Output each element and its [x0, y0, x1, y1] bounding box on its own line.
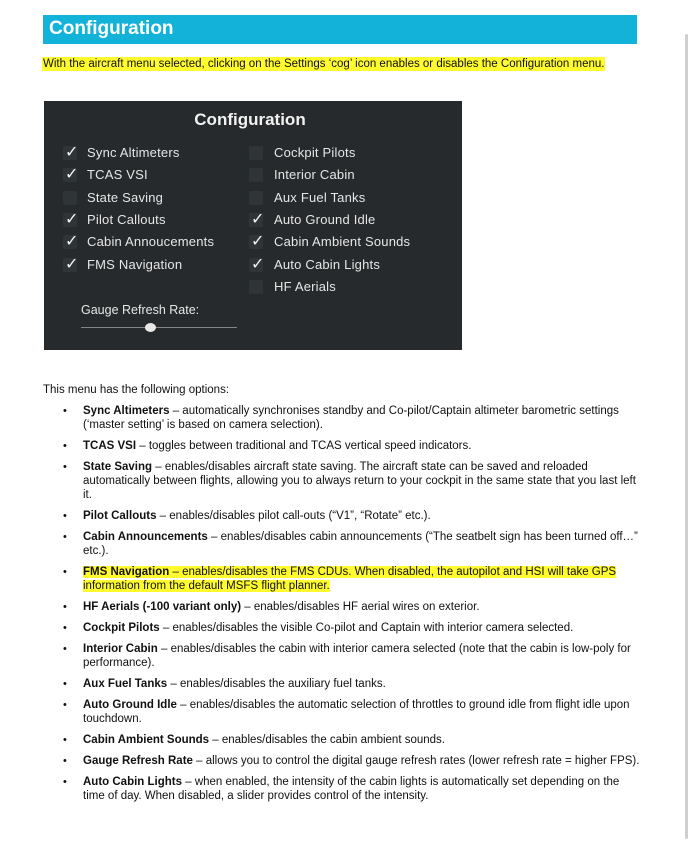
bullet-icon: • [63, 678, 67, 690]
option-item [60, 439, 640, 453]
check-icon: ✓ [65, 208, 79, 228]
bullet-icon: • [63, 622, 67, 634]
checkbox-label: Cockpit Pilots [274, 145, 356, 160]
option-separator: – [136, 440, 149, 452]
option-description: enables/disables aircraft state saving. The aircraft state can be saved and reloaded automatically between flights, allowing you to always return to your cockpit in the same state that you last left it. [83, 461, 636, 501]
check-icon: ✓ [251, 231, 265, 251]
option-separator: – [182, 776, 195, 788]
option-item [60, 565, 640, 593]
option-item [60, 677, 640, 691]
checkbox-left-4[interactable] [63, 231, 79, 251]
configuration-panel-screenshot [44, 101, 462, 350]
option-term: State Saving [83, 461, 153, 473]
gauge-refresh-slider-track[interactable] [81, 327, 237, 328]
option-separator: – [176, 699, 190, 711]
option-description: automatically synchronises standby and Co-pilot/Captain altimeter barometric settings (‘master setting’ is based on camera selection). [83, 405, 619, 431]
panel-title: Configuration [194, 110, 306, 129]
option-separator: – [152, 461, 165, 473]
checkbox-left-5[interactable] [63, 253, 79, 273]
option-item [60, 642, 640, 670]
checkbox-right-1[interactable] [249, 168, 263, 182]
options-lead: This menu has the following options: [43, 384, 230, 396]
intro-text: With the aircraft menu selected, clicking on the Settings ‘cog’ icon enables or disables the Configuration menu. [43, 58, 605, 70]
option-term: Aux Fuel Tanks [83, 678, 168, 690]
option-description: enables/disables HF aerial wires on exterior. [253, 601, 480, 613]
option-item [60, 698, 640, 726]
checkbox-label: Auto Ground Idle [274, 211, 376, 227]
option-term: Sync Altimeters [83, 405, 170, 417]
bullet-icon: • [63, 440, 67, 452]
option-separator: – [192, 755, 206, 767]
bullet-icon: • [63, 510, 67, 522]
checkbox-left-0[interactable] [63, 142, 79, 161]
check-icon: ✓ [65, 253, 79, 273]
bullet-icon: • [63, 405, 67, 417]
option-separator: – [169, 566, 183, 578]
option-item [60, 460, 640, 502]
checkbox-label: State Saving [87, 189, 164, 205]
option-separator: – [167, 678, 180, 690]
option-separator: – [241, 601, 254, 613]
option-description: enables/disables the auxiliary fuel tanks. [179, 678, 386, 690]
option-description: enables/disables the automatic selection of throttles to ground idle from flight idle upon touchdown. [83, 699, 630, 725]
option-item [60, 775, 640, 803]
checkbox-right-0[interactable] [249, 146, 263, 160]
option-item [60, 404, 640, 432]
bullet-icon: • [63, 531, 67, 543]
bullet-icon: • [63, 755, 67, 767]
check-icon: ✓ [251, 253, 265, 273]
option-term: Gauge Refresh Rate [83, 755, 193, 767]
option-term: Auto Ground Idle [83, 699, 177, 711]
checkbox-label: Aux Fuel Tanks [274, 189, 366, 205]
page-title: Configuration [49, 18, 174, 39]
option-term: TCAS VSI [83, 440, 137, 452]
bullet-icon: • [63, 461, 67, 473]
checkbox-right-2[interactable] [249, 191, 263, 205]
option-term: Cabin Announcements [83, 531, 208, 543]
option-term: HF Aerials (-100 variant only) [83, 601, 242, 613]
option-item [60, 600, 640, 614]
option-term: Interior Cabin [83, 643, 158, 655]
checkbox-label: Cabin Ambient Sounds [274, 234, 411, 250]
option-description: allows you to control the digital gauge refresh rates (lower refresh rate = higher FPS). [205, 755, 640, 767]
option-description: toggles between traditional and TCAS vertical speed indicators. [148, 440, 472, 452]
option-description: enables/disables the FMS CDUs. When disabled, the autopilot and HSI will take GPS information from the default MSFS flight planner. [83, 566, 617, 592]
checkbox-right-3[interactable] [249, 208, 265, 228]
option-separator: – [157, 643, 171, 655]
option-term: FMS Navigation [83, 566, 170, 578]
option-description: enables/disables pilot call-outs (“V1”, “Rotate” etc.). [169, 510, 431, 522]
checkbox-right-4[interactable] [249, 231, 265, 251]
checkbox-label: Pilot Callouts [87, 211, 166, 227]
scrollbar[interactable] [685, 34, 688, 839]
option-term: Auto Cabin Lights [83, 776, 183, 788]
option-term: Cabin Ambient Sounds [83, 734, 210, 746]
section-title-bar [43, 15, 637, 44]
option-separator: – [207, 531, 221, 543]
option-description: enables/disables the cabin with interior camera selected (note that the cabin is low-poly for performance). [83, 643, 631, 669]
option-item [60, 621, 640, 635]
options-list [60, 404, 640, 810]
bullet-icon: • [63, 601, 67, 613]
option-item [60, 733, 640, 747]
bullet-icon: • [63, 566, 67, 578]
option-separator: – [169, 405, 183, 417]
check-icon: ✓ [65, 164, 79, 184]
check-icon: ✓ [65, 142, 79, 161]
option-item [60, 754, 640, 768]
checkbox-left-3[interactable] [63, 208, 79, 228]
check-icon: ✓ [65, 231, 79, 251]
checkbox-right-5[interactable] [249, 253, 265, 273]
option-item [60, 509, 640, 523]
checkbox-label: Cabin Annoucements [87, 234, 215, 250]
option-description: enables/disables the cabin ambient sounds. [221, 734, 445, 746]
option-description: enables/disables cabin announcements (“The seatbelt sign has been turned off…” etc.). [83, 531, 638, 557]
option-separator: – [156, 510, 170, 522]
bullet-icon: • [63, 776, 67, 788]
checkbox-label: Auto Cabin Lights [274, 256, 381, 272]
bullet-icon: • [63, 734, 67, 746]
checkbox-label: Sync Altimeters [87, 145, 180, 160]
check-icon: ✓ [251, 208, 265, 228]
option-description: when enabled, the intensity of the cabin lights is automatically set depending on the time of day. When disabled, a slider provides control of the intensity. [83, 776, 620, 802]
checkbox-left-1[interactable] [63, 164, 79, 184]
gauge-refresh-slider-thumb[interactable] [145, 323, 156, 332]
bullet-icon: • [63, 699, 67, 711]
bullet-icon: • [63, 643, 67, 655]
option-separator: – [159, 622, 173, 634]
checkbox-label: HF Aerials [274, 278, 336, 294]
option-item [60, 530, 640, 558]
checkbox-label: FMS Navigation [87, 256, 183, 272]
checkbox-label: TCAS VSI [87, 167, 148, 183]
checkbox-label: Interior Cabin [274, 167, 355, 183]
option-description: enables/disables the visible Co-pilot and Captain with interior camera selected. [172, 622, 574, 634]
checkbox-right-6[interactable] [249, 280, 263, 294]
gauge-refresh-label: Gauge Refresh Rate: [81, 303, 200, 317]
option-separator: – [209, 734, 222, 746]
option-term: Pilot Callouts [83, 510, 157, 522]
checkbox-left-2[interactable] [63, 191, 77, 205]
option-term: Cockpit Pilots [83, 622, 160, 634]
